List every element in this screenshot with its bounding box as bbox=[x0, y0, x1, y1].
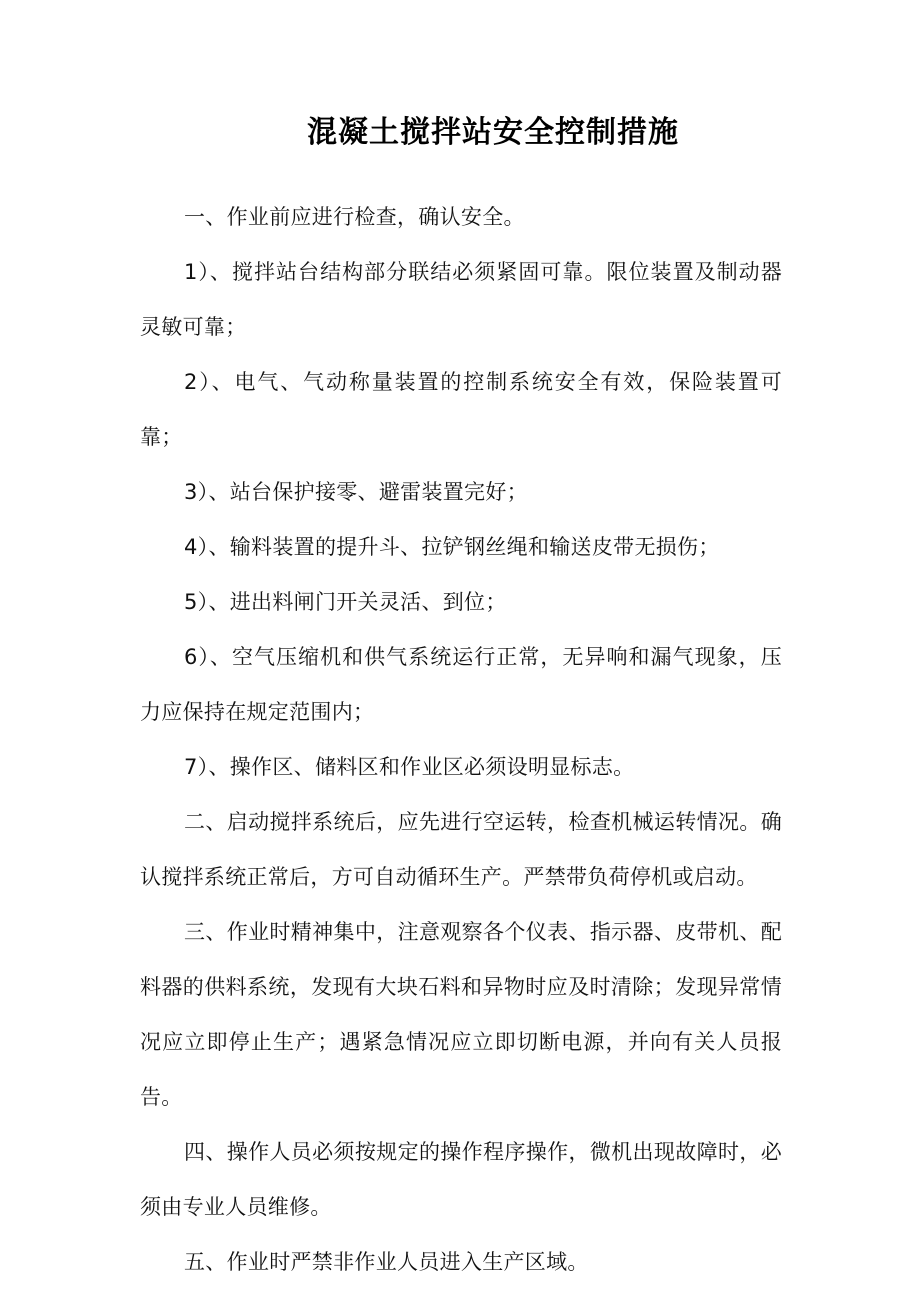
paragraph-item-2: 2）、电气、气动称量装置的控制系统安全有效，保险装置可靠； bbox=[140, 370, 782, 449]
paragraph-item-6: 6）、空气压缩机和供气系统运行正常，无异响和漏气现象，压力应保持在规定范围内； bbox=[140, 645, 782, 724]
paragraph-item-7: 7）、操作区、储料区和作业区必须设明显标志。 bbox=[184, 755, 635, 779]
paragraph-section-4: 四、操作人员必须按规定的操作程序操作，微机出现故障时，必须由专业人员维修。 bbox=[140, 1140, 782, 1219]
paragraph-item-1: 1）、搅拌站台结构部分联结必须紧固可靠。限位装置及制动器灵敏可靠； bbox=[140, 260, 782, 339]
paragraph-section-2: 二、启动搅拌系统后，应先进行空运转，检查机械运转情况。确认搅拌系统正常后，方可自动循环生产。严禁带负荷停机或启动。 bbox=[140, 810, 782, 889]
paragraph-section-5: 五、作业时严禁非作业人员进入生产区域。 bbox=[184, 1250, 589, 1274]
paragraph-item-4: 4）、输料装置的提升斗、拉铲钢丝绳和输送皮带无损伤； bbox=[184, 535, 720, 559]
document-body bbox=[140, 190, 782, 1290]
paragraph-section-1: 一、作业前应进行检查，确认安全。 bbox=[184, 205, 525, 229]
paragraph-item-3: 3）、站台保护接零、避雷装置完好； bbox=[184, 480, 528, 504]
document-title: 混凝土搅拌站安全控制措施 bbox=[307, 115, 679, 150]
paragraph-section-3: 三、作业时精神集中，注意观察各个仪表、指示器、皮带机、配料器的供料系统，发现有大块石料和异物时应及时清除；发现异常情况应立即停止生产；遇紧急情况应立即切断电源，并向有关人员报告。 bbox=[140, 920, 782, 1109]
paragraph-item-5: 5）、进出料闸门开关灵活、到位； bbox=[184, 590, 507, 614]
